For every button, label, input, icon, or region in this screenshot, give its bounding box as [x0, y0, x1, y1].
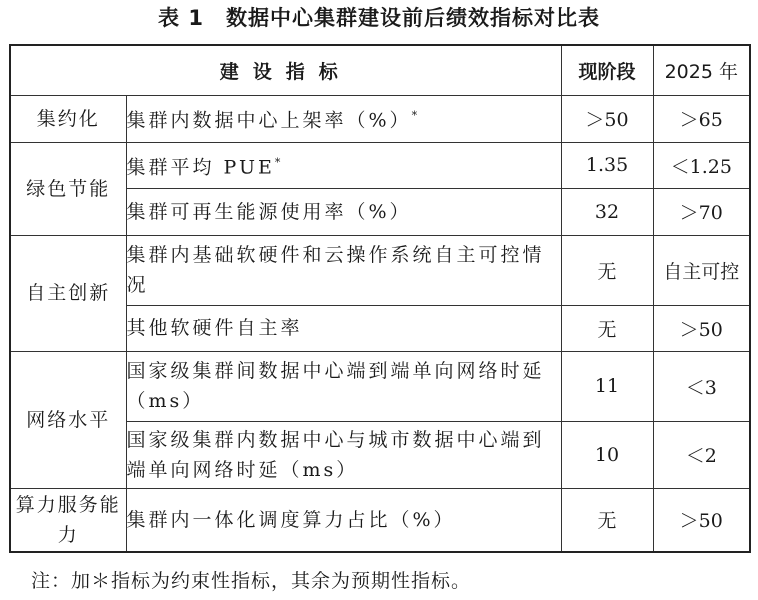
- constraint-mark: *: [411, 109, 421, 123]
- indicator-cell: 集群可再生能源使用率（%）: [126, 188, 561, 235]
- table-row: [10, 235, 750, 305]
- constraint-mark: *: [274, 155, 284, 169]
- current-value: 1.35: [561, 142, 653, 188]
- indicator-cell: 集群内一体化调度算力占比（%）: [126, 488, 561, 552]
- current-value: 无: [561, 488, 653, 552]
- indicator-cell: [126, 142, 561, 188]
- current-value: ＞50: [561, 95, 653, 142]
- table-row: [10, 488, 750, 552]
- target-value: ＞70: [653, 188, 750, 235]
- category-cell: 网络水平: [10, 351, 126, 488]
- header-indicator: 建设指标: [10, 45, 561, 95]
- target-value: ＜3: [653, 351, 750, 421]
- current-value: 11: [561, 351, 653, 421]
- indicator-cell: [126, 95, 561, 142]
- indicator-cell: 其他软硬件自主率: [126, 305, 561, 351]
- indicator-cell: 集群内基础软硬件和云操作系统自主可控情况: [126, 235, 561, 305]
- indicator-text: 集群平均 PUE: [126, 156, 275, 179]
- target-value: ＞50: [653, 305, 750, 351]
- category-cell: 绿色节能: [10, 142, 126, 235]
- table-header-row: [10, 45, 750, 95]
- current-value: 32: [561, 188, 653, 235]
- table-row: [10, 142, 750, 188]
- category-cell: 自主创新: [10, 235, 126, 351]
- target-value: ＜1.25: [653, 142, 750, 188]
- table-title: 表 1 数据中心集群建设前后绩效指标对比表: [158, 6, 600, 30]
- category-cell: 集约化: [10, 95, 126, 142]
- target-value: 自主可控: [653, 235, 750, 305]
- category-cell: 算力服务能力: [10, 488, 126, 552]
- target-value: ＞50: [653, 488, 750, 552]
- table-row: [10, 351, 750, 421]
- footnote: 注：加＊指标为约束性指标，其余为预期性指标。: [31, 570, 472, 592]
- target-value: ＞65: [653, 95, 750, 142]
- header-2025: 2025 年: [653, 45, 750, 95]
- current-value: 无: [561, 235, 653, 305]
- target-value: ＜2: [653, 421, 750, 488]
- indicator-cell: 国家级集群内数据中心与城市数据中心端到端单向网络时延（ms）: [126, 421, 561, 488]
- header-current: 现阶段: [561, 45, 653, 95]
- current-value: 无: [561, 305, 653, 351]
- indicator-text: 集群内数据中心上架率（%）: [126, 109, 412, 132]
- indicator-cell: 国家级集群间数据中心端到端单向网络时延（ms）: [126, 351, 561, 421]
- table-row: [10, 95, 750, 142]
- current-value: 10: [561, 421, 653, 488]
- indicator-table: [9, 44, 751, 553]
